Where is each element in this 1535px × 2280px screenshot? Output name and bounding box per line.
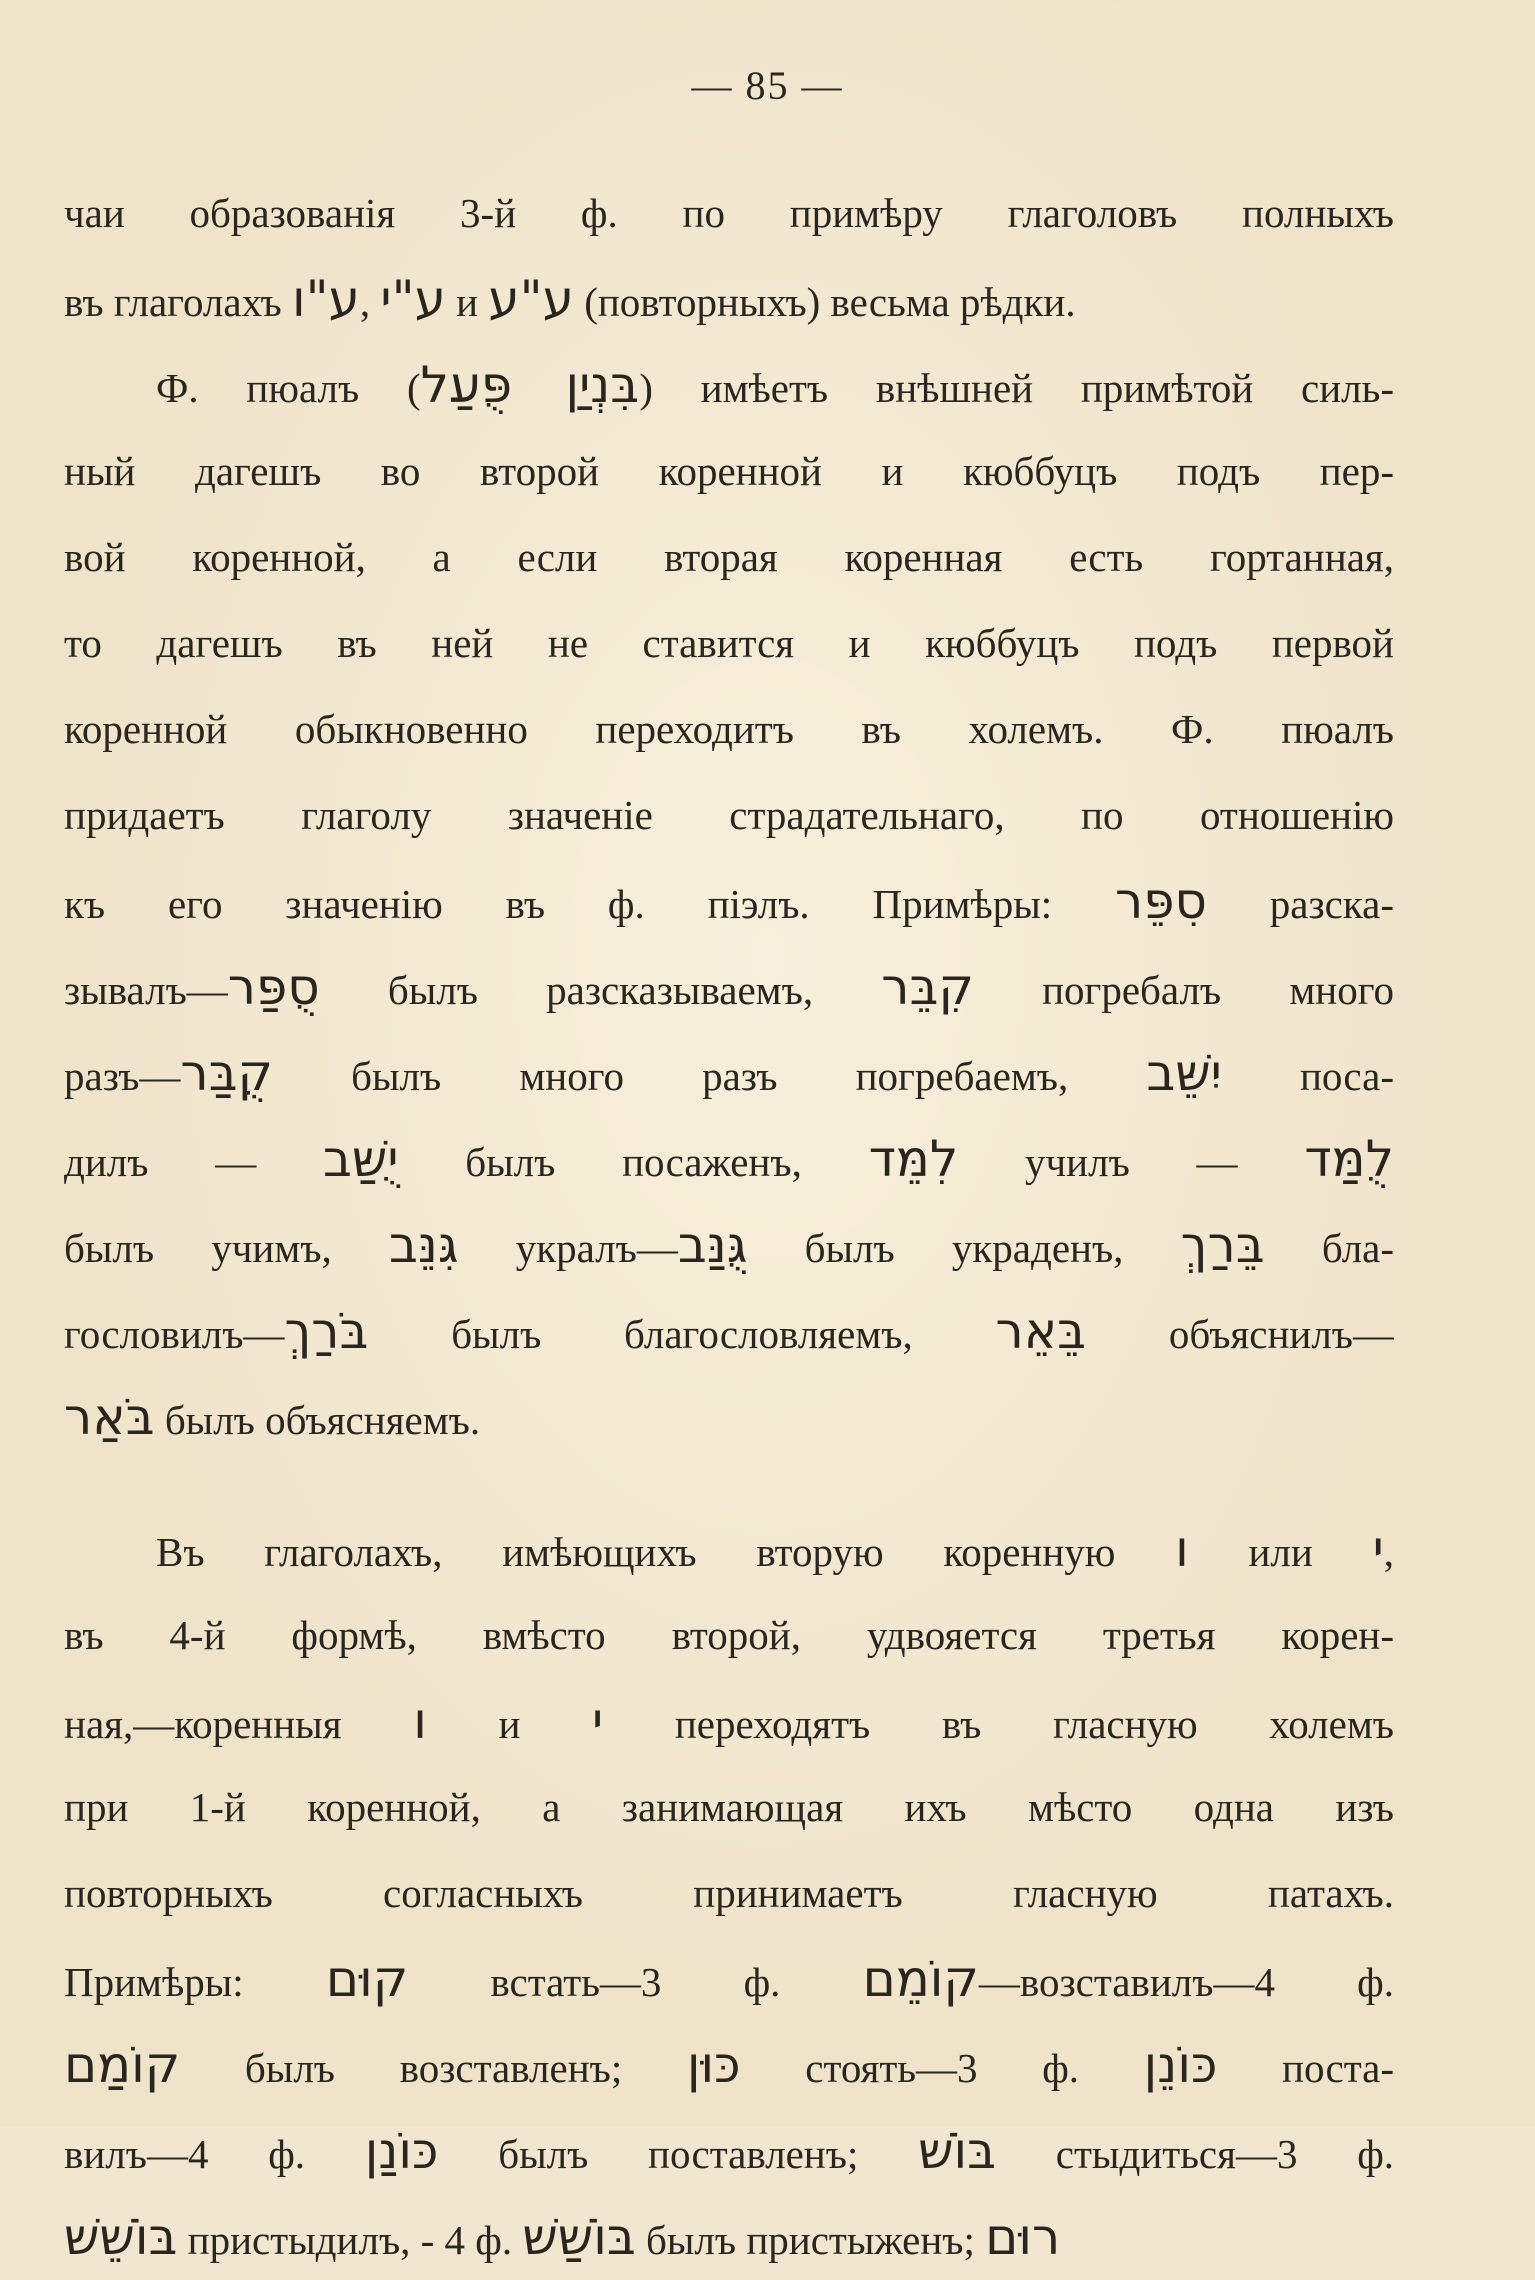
text-line [64, 686, 1394, 772]
text-line [64, 170, 1394, 256]
text-line [64, 2022, 1394, 2108]
hebrew-word: קוֹמֵם [862, 1950, 979, 2008]
hebrew-word: קוֹמַם [64, 2036, 181, 2094]
russian-text: придаетъ глаголу значеніе страдательнаго, по отношенію [64, 792, 1394, 838]
hebrew-word: בּוֹשֵׁשׁ [64, 2208, 178, 2266]
text-line [64, 1506, 1394, 1592]
russian-text: къ его значенію въ ф. піэлъ. Примѣры: [64, 881, 1116, 927]
russian-text: былъ поставленъ; [438, 2131, 919, 2177]
hebrew-word: קֻבַּר [180, 1044, 274, 1102]
hebrew-word: ו [1175, 1520, 1189, 1578]
body-text [64, 170, 1394, 2280]
russian-text: и [445, 279, 489, 325]
russian-text: погребалъ много [973, 967, 1394, 1013]
russian-text: дилъ — [64, 1139, 323, 1185]
russian-text: —возставилъ—4 ф. [978, 1959, 1394, 2005]
text-line [64, 1850, 1394, 1936]
hebrew-word: ו [413, 1692, 427, 1750]
russian-text: Примѣры: [64, 1959, 326, 2005]
text-line [64, 256, 1394, 342]
russian-text: былъ пристыженъ; [635, 2217, 986, 2263]
russian-text: коренной обыкновенно переходитъ въ холемъ. Ф. пюалъ [64, 706, 1394, 752]
russian-text: вой коренной, а если вторая коренная есть гортанная, [64, 534, 1394, 580]
russian-text: (повторныхъ) весьма рѣдки. [573, 279, 1076, 325]
hebrew-word: ע"י [380, 270, 446, 328]
text-line [64, 1202, 1394, 1288]
text-line [64, 1678, 1394, 1764]
text-line [64, 514, 1394, 600]
hebrew-word: בּוֹשַׁשׁ [522, 2208, 636, 2266]
russian-text: былъ возставленъ; [180, 2045, 687, 2091]
hebrew-word: רוּם [985, 2208, 1061, 2266]
russian-text: Въ глаголахъ, имѣющихъ вторую коренную [156, 1529, 1176, 1575]
hebrew-word: גֻּנַּב [677, 1216, 748, 1274]
russian-text: стоять—3 ф. [740, 2045, 1144, 2091]
text-line [64, 2194, 1394, 2280]
paragraph [64, 170, 1394, 342]
russian-text: объяснилъ— [1086, 1311, 1394, 1357]
text-line [64, 772, 1394, 858]
hebrew-word: בֹּרַךְ [284, 1302, 369, 1360]
text-line [64, 342, 1394, 428]
hebrew-word: סִפֵּר [1115, 872, 1207, 930]
russian-text: разска- [1206, 881, 1394, 927]
text-line [64, 428, 1394, 514]
paragraph [64, 1506, 1394, 2280]
paragraph-gap [64, 1460, 1394, 1506]
hebrew-word: קִבֵּר [881, 958, 974, 1016]
russian-text: гословилъ— [64, 1311, 285, 1357]
russian-text: Ф. пюалъ ( [156, 365, 421, 411]
russian-text: при 1-й коренной, а занимающая ихъ мѣсто одна изъ [64, 1784, 1394, 1830]
hebrew-word: סֻפַּר [227, 958, 320, 1016]
hebrew-word: גִּנֵּב [388, 1216, 459, 1274]
russian-text: чаи образованія 3-й ф. по примѣру глаголовъ полныхъ [64, 190, 1394, 236]
hebrew-word: לִמֵּד [868, 1130, 959, 1188]
russian-text: училъ — [958, 1139, 1305, 1185]
page-number: — 85 — [691, 63, 844, 108]
text-line [64, 1030, 1394, 1116]
russian-text: былъ объясняемъ. [154, 1397, 481, 1443]
hebrew-word: כּוּן [686, 2036, 741, 2094]
russian-text: былъ разсказываемъ, [319, 967, 882, 1013]
russian-text: ная,—коренныя [64, 1701, 414, 1747]
russian-text: былъ благословляемъ, [368, 1311, 996, 1357]
russian-text: укралъ— [458, 1225, 678, 1271]
russian-text: былъ много разъ погребаемъ, [273, 1053, 1147, 1099]
text-line [64, 600, 1394, 686]
russian-text: вилъ—4 ф. [64, 2131, 365, 2177]
hebrew-word: יִשֵּׁב [1146, 1044, 1222, 1102]
russian-text: поста- [1217, 2045, 1394, 2091]
hebrew-word: י [592, 1692, 604, 1750]
hebrew-word: יֻשַּׁב [323, 1130, 399, 1188]
russian-text: въ глаголахъ [64, 279, 292, 325]
russian-text: стыдиться—3 ф. [996, 2131, 1394, 2177]
russian-text: встать—3 ф. [408, 1959, 863, 2005]
russian-text: , [359, 279, 381, 325]
russian-text: ный дагешъ во второй коренной и кюббуцъ подъ пер- [64, 448, 1394, 494]
russian-text: и [426, 1701, 593, 1747]
hebrew-word: קוּם [325, 1950, 409, 2008]
russian-text: , [1383, 1529, 1394, 1575]
russian-text: былъ посаженъ, [398, 1139, 869, 1185]
text-line [64, 944, 1394, 1030]
russian-text: ) имѣетъ внѣшней примѣтой силь- [639, 365, 1394, 411]
text-line [64, 1936, 1394, 2022]
paragraph [64, 342, 1394, 1460]
hebrew-word: בֹּאַר [64, 1388, 155, 1446]
hebrew-word: בֵּרַךְ [1180, 1216, 1265, 1274]
russian-text: поса- [1221, 1053, 1394, 1099]
text-line [64, 1116, 1394, 1202]
text-line [64, 1288, 1394, 1374]
text-line [64, 1592, 1394, 1678]
russian-text: то дагешъ въ ней не ставится и кюббуцъ подъ первой [64, 620, 1394, 666]
russian-text: повторныхъ согласныхъ принимаетъ гласную патахъ. [64, 1870, 1394, 1916]
russian-text: пристыдилъ, - 4 ф. [177, 2217, 523, 2263]
russian-text: зывалъ— [64, 967, 228, 1013]
text-line [64, 858, 1394, 944]
hebrew-word: ע"ע [488, 270, 574, 328]
hebrew-word: ע"ו [291, 270, 360, 328]
text-line [64, 1764, 1394, 1850]
hebrew-word: י [1372, 1520, 1384, 1578]
russian-text: разъ— [64, 1053, 181, 1099]
hebrew-word: בּוֹשׁ [918, 2122, 997, 2180]
russian-text: былъ украденъ, [747, 1225, 1181, 1271]
russian-text: былъ учимъ, [64, 1225, 389, 1271]
hebrew-word: כּוֹנַן [364, 2122, 439, 2180]
text-line [64, 2108, 1394, 2194]
russian-text: переходятъ въ гласную холемъ [603, 1701, 1394, 1747]
hebrew-word: כּוֹנֵן [1143, 2036, 1218, 2094]
russian-text: бла- [1264, 1225, 1394, 1271]
russian-text: или [1188, 1529, 1373, 1575]
hebrew-word: בִּנְיַן פֻּעַל [420, 356, 640, 414]
hebrew-word: בֵּאֵר [995, 1302, 1087, 1360]
text-line [64, 1374, 1394, 1460]
russian-text: въ 4-й формѣ, вмѣсто второй, удвояется третья корен- [64, 1612, 1394, 1658]
hebrew-word: לֻמַּד [1304, 1130, 1394, 1188]
